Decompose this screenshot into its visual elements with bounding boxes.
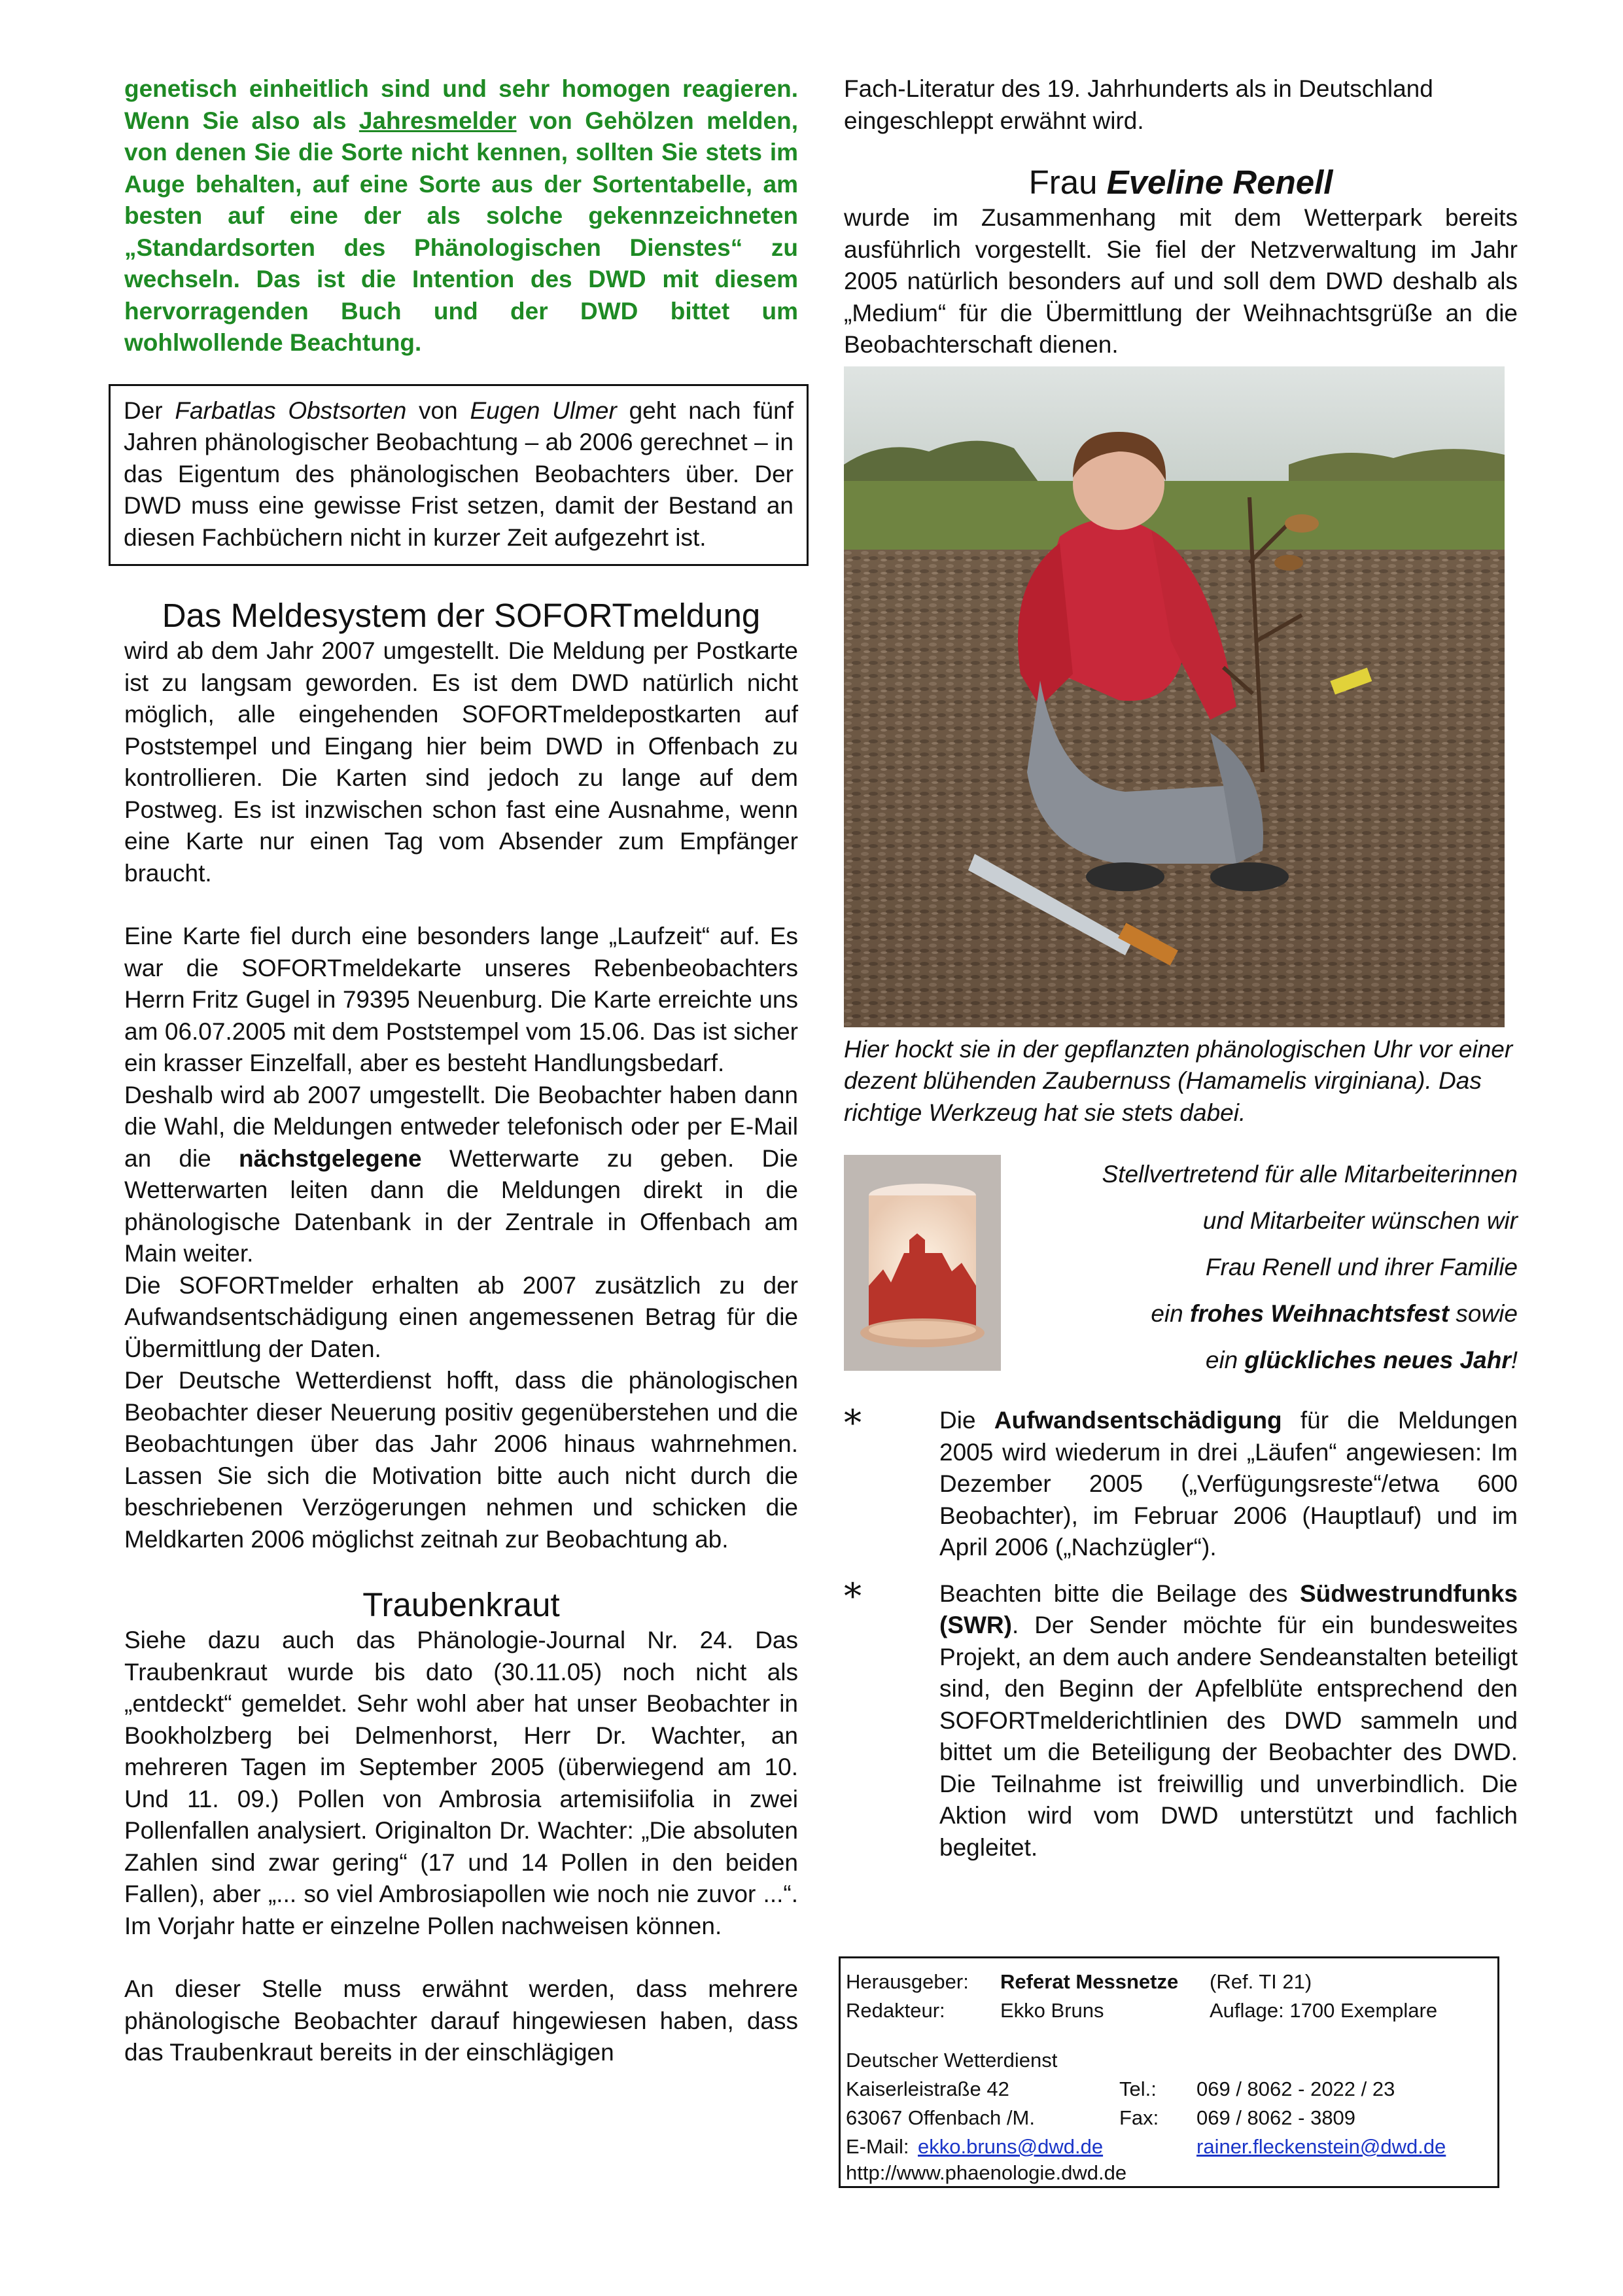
jahresmelder-term: Jahresmelder [358,107,517,134]
meldesystem-paragraph-4: Die SOFORTmelder erhalten ab 2007 zusätzlich zu der Aufwandsentschädigung einen angemessenen Betrag für die Übermittlung der Daten. [124,1271,798,1362]
email-link-fleckenstein[interactable]: rainer.fleckenstein@dwd.de [1196,2135,1446,2158]
meldesystem-paragraph-3: Deshalb wird ab 2007 umgestellt. Die Beobachter haben dann die Wahl, die Meldungen entweder telefonisch oder per E-Mail an die nächstgelegene Wetterwarte zu geben. Die Wetterwarten leiten dann die Meldungen direkt in die phänologische Datenbank in der Zentrale in Offenbach am Main weiter. [124,1081,799,1267]
left-column [124,73,798,2069]
book-author: Eugen Ulmer [470,397,617,424]
farbatlas-notice: Der Farbatlas Obstsorten von Eugen Ulmer geht nach fünf Jahren phänologischer Beobachtung – ab 2006 gerechnet – in das Eigentum des phänologischen Beobachters über. Der DWD muss eine gewisse Frist setzen, damit der Bestand an diesen Fachbüchern nicht in kurzer Zeit aufgezehrt ist. [124,397,794,551]
meldesystem-heading: Das Meldesystem der SOFORTmeldung [162,597,761,634]
intro-paragraph: genetisch einheitlich sind und sehr homogen reagieren. Wenn Sie also als Jahresmelder von Gehölzen melden, von denen Sie die Sorte nicht kennen, sollten Sie stets im Auge behalten, auf eine Sorte aus der Sortentabelle, am besten auf eine der als solche gekennzeichneten „Standardsorten des Phänologischen Dienstes“ zu wechseln. Das ist die Intention des DWD mit diesem hervorragenden Buch und der DWD bittet um wohlwollende Beachtung. [124,75,798,356]
renell-paragraph: wurde im Zusammenhang mit dem Wetterpark bereits ausführlich vorgestellt. Sie fiel der Netzverwaltung im Jahr 2005 natürlich besonders auf und soll dem DWD deshalb als „Medium“ für die Übermittlung der Weihnachtsgrüße an die Beobachterschaft dienen. [844,204,1518,358]
traubenkraut-paragraph-2: An dieser Stelle muss erwähnt werden, dass mehrere phänologische Beobachter darauf hingewiesen haben, dass das Traubenkraut bereits in der einschlägigen [124,1975,798,2066]
right-column [844,73,1518,1863]
photo-caption: Hier hockt sie in der gepflanzten phänologischen Uhr vor einer dezent blühenden Zaubernuss (Hamamelis virginiana). Das richtige Werkzeug hat sie stets dabei. [844,1035,1513,1126]
book-title: Farbatlas Obstsorten [175,397,407,424]
website-link[interactable]: http://www.phaenologie.dwd.de [846,2161,1127,2184]
traubenkraut-paragraph-1: Siehe dazu auch das Phänologie-Journal Nr. 24. Das Traubenkraut wurde bis dato (30.11.05) noch nicht als „entdeckt“ gemeldet. Sehr wohl aber hat unser Beobachter in Bookholzberg bei Delmenhorst, Herr Dr. Wachter, an mehreren Tagen im September 2005 (überwiegend am 10. Und 11. 09.) Pollen von Ambrosia artemisiifolia in zwei Pollenfallen analysiert. Originalton Dr. Wachter: „Die absoluten Zahlen sind zwar gering“ (17 und 14 Pollen in den beiden Fallen), aber „... so viel Ambrosiapollen wie noch nie zuvor ...“. Im Vorjahr hatte er einzelne Pollen nachweisen können. [124,1627,798,1939]
farbatlas-notice-box [109,384,809,567]
meldesystem-paragraph-5: Der Deutsche Wetterdienst hofft, dass die phänologischen Beobachter dieser Neuerung positiv gegenüberstehen und die Beobachtungen über das Jahr 2006 hinaus wahrnehmen. Lassen Sie sich die Motivation bitte auch nicht durch die beschriebenen Verzögerungen nehmen und schicken die Meldkarten 2006 möglichst zeitnah zur Beobachtung ab. [124,1367,798,1553]
christmas-lamp-image [844,1155,1001,1371]
email-link-bruns[interactable]: ekko.bruns@dwd.de [918,2135,1104,2158]
continuation-paragraph: Fach-Literatur des 19. Jahrhunderts als in Deutschland eingeschleppt erwähnt wird. [844,75,1433,134]
traubenkraut-heading: Traubenkraut [362,1586,560,1623]
meldesystem-paragraph-1: wird ab dem Jahr 2007 umgestellt. Die Meldung per Postkarte ist zu langsam geworden. Es ist dem DWD natürlich nicht möglich, alle eingehenden SOFORTmeldepostkarten auf Poststempel und Eingang hier beim DWD in Offenbach zu kontrollieren. Die Karten sind jedoch zu lange auf dem Postweg. Es ist inzwischen schon fast eine Ausnahme, wenn eine Karte nur einen Tag vom Absender zum Empfänger braucht. [124,637,798,887]
asterisk-icon: * [844,1402,862,1443]
meldesystem-paragraph-2: Eine Karte fiel durch eine besonders lange „Laufzeit“ auf. Es war die SOFORTmeldekarte unseres Rebenbeobachters Herrn Fritz Gugel in 79395 Neuenburg. Die Karte erreichte uns am 06.07.2005 mit dem Poststempel vom 15.06. Das ist sicher ein krasser Einzelfall, aber es besteht Handlungsbedarf. [124,923,798,1076]
christmas-wishes: Stellvertretend für alle Mitarbeiterinnen und Mitarbeiter wünschen wir Frau Renell und ihrer Familie ein frohes Weihnachtsfest sowie ein glückliches neues Jahr! [1102,1161,1518,1373]
bullet-aufwandsentschaedigung: * Die Aufwandsentschädigung für die Meldungen 2005 wird wiederum in drei „Läufen“ angewiesen: Im Dezember 2005 („Verfügungsreste“/etwa 600 Beobachter), im Februar 2006 (Hauptlauf) und im April 2006 („Nachzügler“). [844,1402,1518,1561]
wishes-block [844,1151,1518,1393]
renell-heading: Frau Eveline Renell [1028,164,1333,201]
imprint-box: Herausgeber: Referat Messnetze (Ref. TI 21) Redakteur: Ekko Bruns Auflage: 1700 Exemplare Deutscher Wetterdienst Kaiserleistraße 42 Tel.: 069 / 8062 - 2022 / 23 63067 Offenbach /M. Fax: 069 / 8062 - 3809 E-Mail: ekko.bruns@dwd.de rainer.fleckenstein@dwd.de http://www.phaenologie.dwd.de [839,1956,1499,2188]
asterisk-icon: * [844,1575,862,1617]
bullet-swr: * Beachten bitte die Beilage des Südwestrundfunks (SWR). Der Sender möchte für ein bundesweites Projekt, an dem auch andere Sendeanstalten beteiligt sind, den Beginn der Apfelblüte entsprechend den SOFORTmelderichtlinien des DWD sammeln und bittet um die Beteiligung der Beobachter des DWD. Die Teilnahme ist freiwillig und unverbindlich. Die Aktion wird vom DWD unterstützt und fachlich begleitet. [844,1575,1518,1861]
renell-photo [844,366,1505,1027]
